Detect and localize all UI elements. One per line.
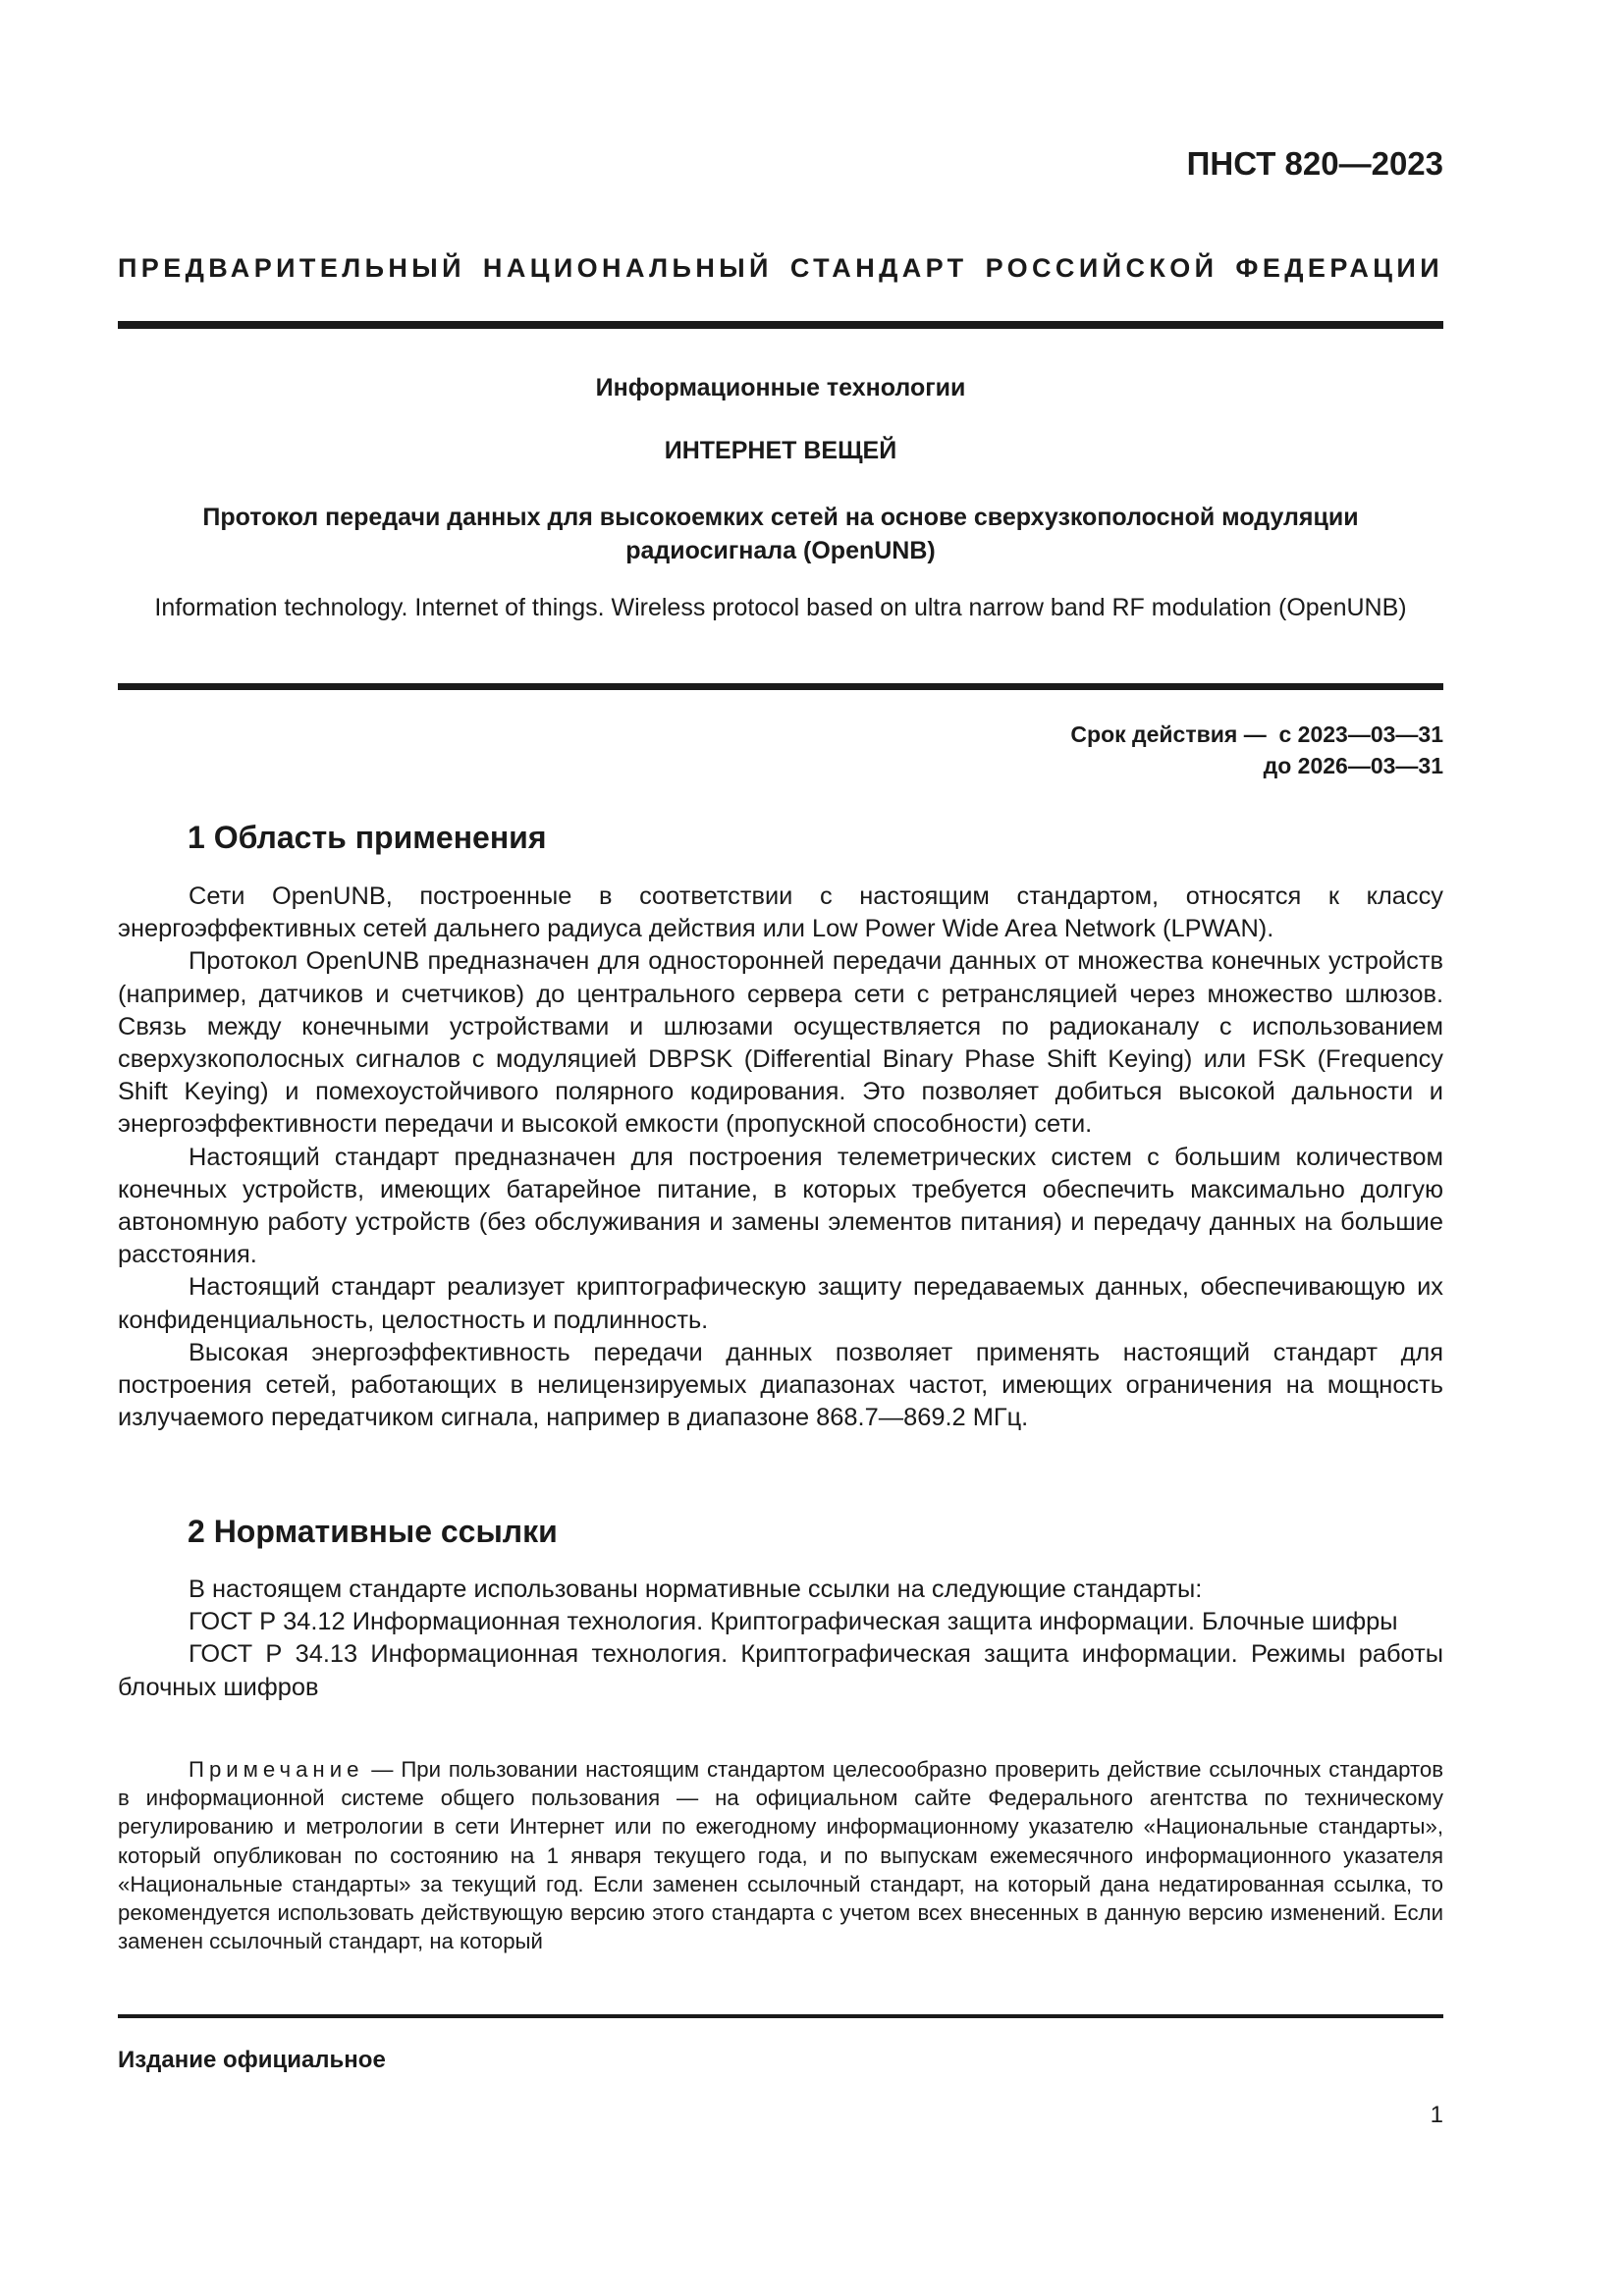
note-label: Примечание — [189, 1757, 364, 1782]
reference-item: ГОСТ Р 34.12 Информационная технология. Криптографическая защита информации. Блочные шифры — [189, 1608, 1398, 1636]
section-1-heading: 1 Область применения — [188, 820, 547, 855]
official-edition: Издание официальное — [118, 2047, 386, 2073]
section-1-body — [118, 881, 1443, 1434]
title-english: Information technology. Internet of things. Wireless protocol based on ultra narrow band RF modulation (OpenUNB) — [154, 594, 1407, 621]
standard-type: ПРЕДВАРИТЕЛЬНЫЙ НАЦИОНАЛЬНЫЙ СТАНДАРТ РОССИЙСКОЙ ФЕДЕРАЦИИ — [118, 253, 1443, 283]
page-number: 1 — [1430, 2102, 1443, 2128]
title-protocol: Протокол передачи данных для высокоемких сетей на основе сверхузкополосной модуляции радиосигнала (OpenUNB) — [202, 504, 1359, 564]
section-2-body — [118, 1574, 1443, 1704]
middle-divider — [118, 683, 1443, 690]
title-subject: Информационные технологии — [595, 374, 966, 401]
validity-to: до 2026—03—31 — [1263, 753, 1443, 778]
note-text: — При пользовании настоящим стандартом целесообразно проверить действие ссылочных стандартов в информационной системе общего пользования — на официальном сайте Федерального агентства по техническому регулированию и метрологии в сети Интернет или по ежегодному информационному указателю «Национальные стандарты», который опубликован по состоянию на 1 января текущего года, и по выпускам ежемесячного информационного указателя «Национальные стандарты» за текущий год. Если заменен ссылочный стандарт, на который дана недатированная ссылка, то рекомендуется использовать действующую версию этого стандарта с учетом всех внесенных в данную версию изменений. Если заменен ссылочный стандарт, на который — [118, 1757, 1443, 1954]
paragraph: В настоящем стандарте использованы нормативные ссылки на следующие стандарты: — [189, 1575, 1203, 1603]
note-block — [118, 1755, 1443, 1955]
reference-item: ГОСТ Р 34.13 Информационная технология. Криптографическая защита информации. Режимы работы блочных шифров — [118, 1640, 1443, 1701]
validity-period — [1070, 719, 1443, 781]
paragraph: Протокол OpenUNB предназначен для односторонней передачи данных от множества конечных устройств (например, датчиков и счетчиков) до центрального сервера сети с ретрансляцией через множество шлюзов. Связь между конечными устройствами и шлюзами осуществляется по радиоканалу с использованием сверхузкополосных сигналов с модуляцией DBPSK (Differential Binary Phase Shift Keying) или FSK (Frequency Shift Keying) и помехоустойчивого полярного кодирования. Это позволяет добиться высокой дальности и энергоэффективности передачи и высокой емкости (пропускной способности) сети. — [118, 947, 1443, 1139]
paragraph: Сети OpenUNB, построенные в соответствии с настоящим стандартом, относятся к классу энергоэффективных сетей дальнего радиуса действия или Low Power Wide Area Network (LPWAN). — [118, 882, 1443, 943]
paragraph: Настоящий стандарт реализует криптографическую защиту передаваемых данных, обеспечивающую их конфиденциальность, целостность и подлинность. — [118, 1273, 1443, 1334]
validity-from: с 2023—03—31 — [1278, 721, 1443, 747]
bottom-divider — [118, 2014, 1443, 2018]
title-main: ИНТЕРНЕТ ВЕЩЕЙ — [664, 437, 897, 464]
validity-label: Срок действия — — [1070, 721, 1267, 747]
paragraph: Высокая энергоэффективность передачи данных позволяет применять настоящий стандарт для построения сетей, работающих в нелицензируемых диапазонах частот, имеющих ограничения на мощность излучаемого передатчиком сигнала, например в диапазоне 868.7—869.2 МГц. — [118, 1338, 1443, 1432]
section-2-heading: 2 Нормативные ссылки — [188, 1514, 558, 1549]
top-divider — [118, 321, 1443, 329]
document-number: ПНСТ 820—2023 — [1186, 145, 1443, 182]
paragraph: Настоящий стандарт предназначен для построения телеметрических систем с большим количеством конечных устройств, имеющих батарейное питание, в которых требуется обеспечить максимально долгую автономную работу устройств (без обслуживания и замены элементов питания) и передачу данных на большие расстояния. — [118, 1143, 1443, 1269]
